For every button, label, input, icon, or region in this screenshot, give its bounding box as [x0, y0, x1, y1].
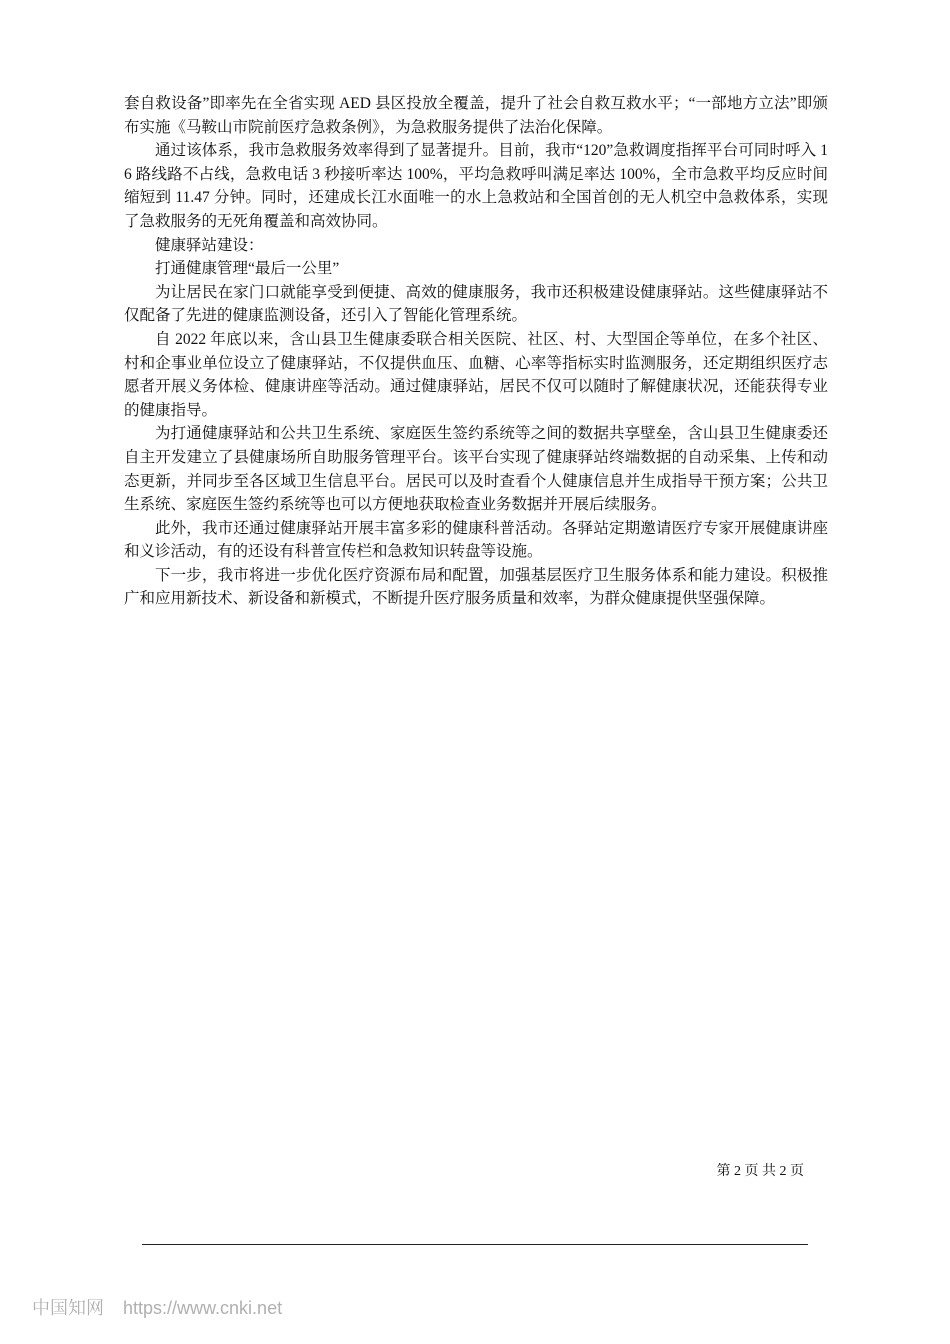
paragraph: 打通健康管理“最后一公里”: [155, 260, 340, 278]
document-body: [124, 92, 828, 611]
paragraph: 下一步，我市将进一步优化医疗资源布局和配置，加强基层医疗卫生服务体系和能力建设。积极推广和应用新技术、新设备和新模式，不断提升医疗服务质量和效率，为群众健康提供坚强保障。: [124, 566, 828, 608]
paragraph: 通过该体系，我市急救服务效率得到了显著提升。目前，我市“120”急救调度指挥平台可同时呼入 16 路线路不占线，急救电话 3 秒接听率达 100%，平均急救呼叫满足率达 100%，全市急救平均反应时间缩短到 11.47 分钟。同时，还建成长江水面唯一的水上急救站和全国首创的无人机空中急救体系，实现了急救服务的无死角覆盖和高效协同。: [124, 142, 828, 230]
paragraph: 套自救设备”即率先在全省实现 AED 县区投放全覆盖，提升了社会自救互救水平；“一部地方立法”即颁布实施《马鞍山市院前医疗急救条例》，为急救服务提供了法治化保障。: [124, 95, 828, 136]
paragraph: 健康驿站建设：: [155, 236, 264, 254]
watermark-brand: 中国知网: [32, 1298, 104, 1318]
watermark-url: https://www.cnki.net: [123, 1298, 283, 1318]
paragraph: 自 2022 年底以来，含山县卫生健康委联合相关医院、社区、村、大型国企等单位，在多个社区、村和企事业单位设立了健康驿站，不仅提供血压、血糖、心率等指标实时监测服务，还定期组织医疗志愿者开展义务体检、健康讲座等活动。通过健康驿站，居民不仅可以随时了解健康状况，还能获得专业的健康指导。: [124, 330, 828, 419]
cnki-watermark: [32, 1294, 282, 1320]
footer-divider: [142, 1244, 808, 1245]
page-number: 第 2 页 共 2 页: [716, 1164, 804, 1179]
paragraph: 此外，我市还通过健康驿站开展丰富多彩的健康科普活动。各驿站定期邀请医疗专家开展健康讲座和义诊活动，有的还设有科普宣传栏和急救知识转盘等设施。: [124, 519, 828, 561]
paragraph: 为让居民在家门口就能享受到便捷、高效的健康服务，我市还积极建设健康驿站。这些健康驿站不仅配备了先进的健康监测设备，还引入了智能化管理系统。: [124, 283, 828, 325]
paragraph: 为打通健康驿站和公共卫生系统、家庭医生签约系统等之间的数据共享壁垒，含山县卫生健康委还自主开发建立了县健康场所自助服务管理平台。该平台实现了健康驿站终端数据的自动采集、上传和动态更新，并同步至各区域卫生信息平台。居民可以及时查看个人健康信息并生成指导干预方案；公共卫生系统、家庭医生签约系统等也可以方便地获取检查业务数据并开展后续服务。: [124, 425, 828, 514]
